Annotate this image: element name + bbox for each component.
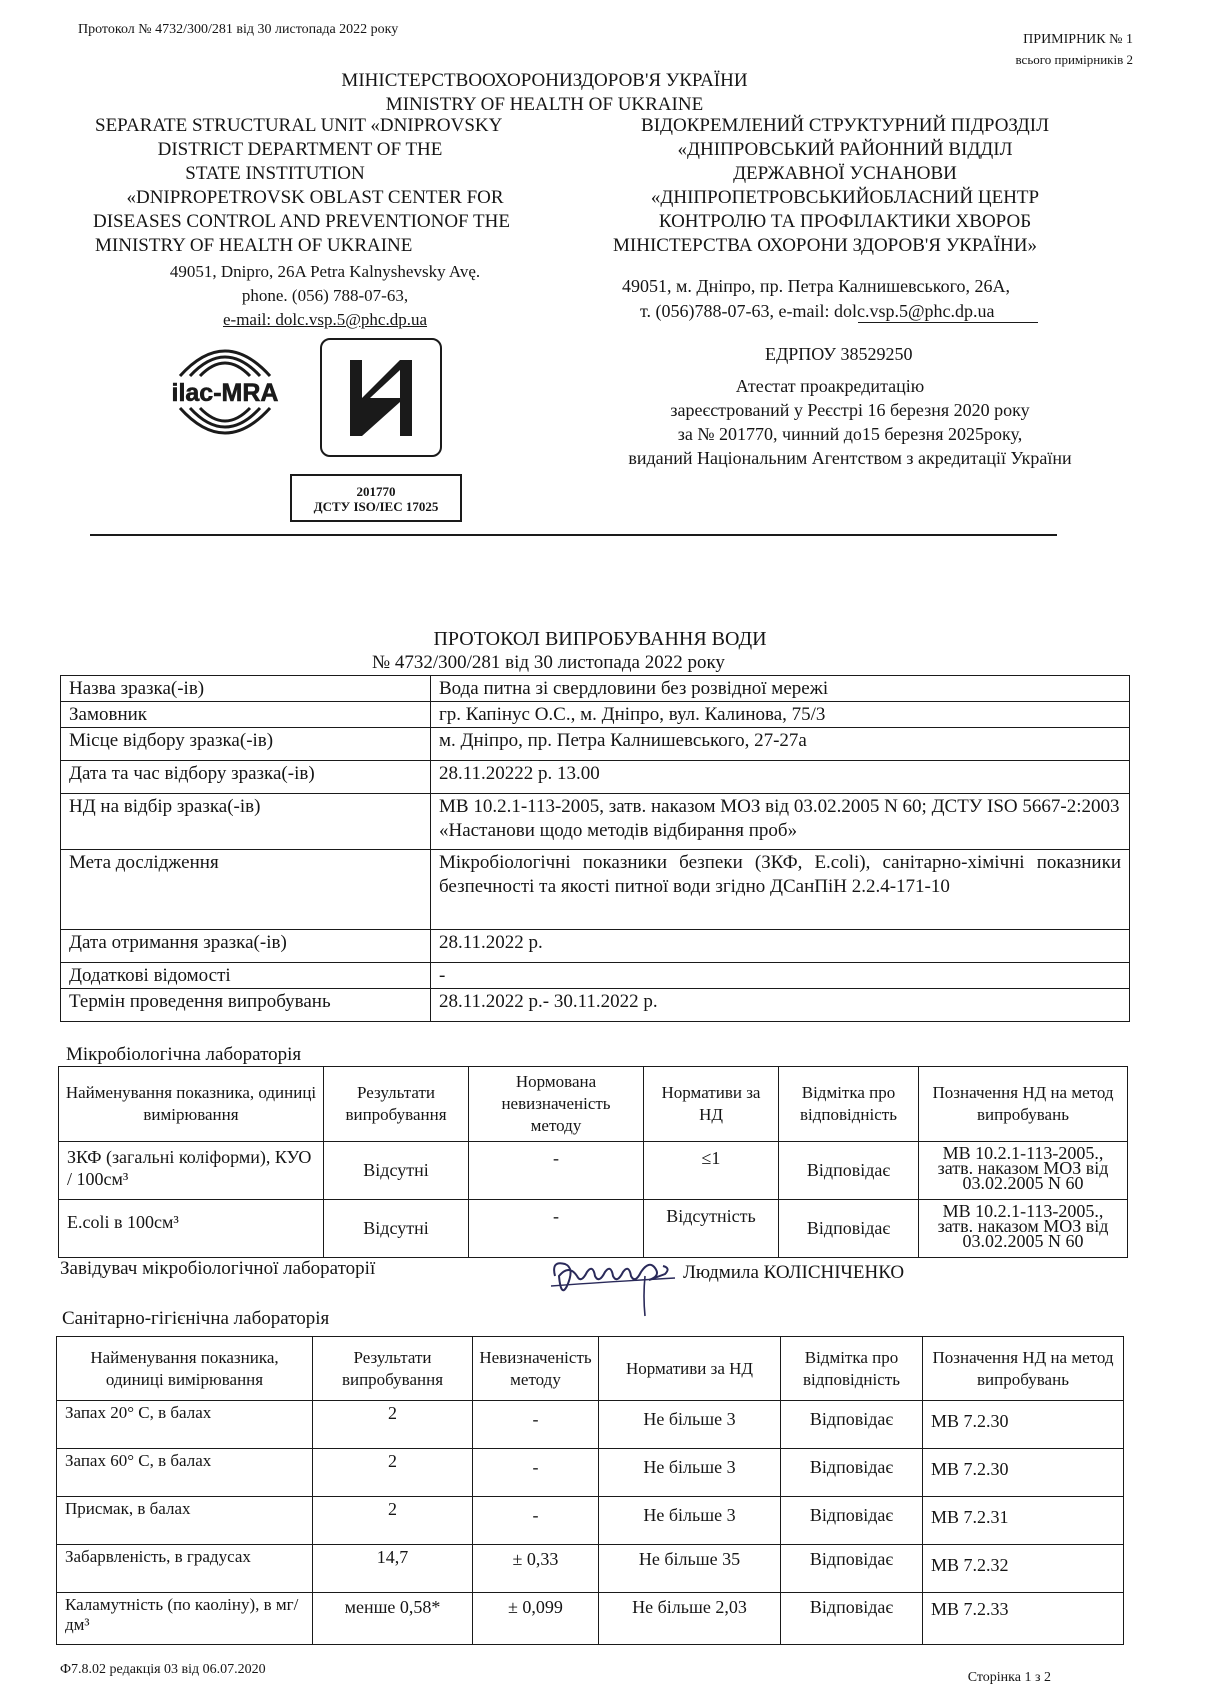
info-value: Вода питна зі свердловини без розвідної мережі bbox=[431, 676, 1130, 702]
method-cell: МВ 10.2.1-113-2005., затв. наказом МОЗ від 03.02.2005 N 60 bbox=[919, 1142, 1128, 1200]
form-edition: Ф7.8.02 редакція 03 від 06.07.2020 bbox=[60, 1662, 266, 1677]
institution-ua-line: «ДНІПРОВСЬКИЙ РАЙОННИЙ ВІДДІЛ bbox=[677, 139, 1013, 160]
info-value: - bbox=[431, 963, 1130, 989]
uncertainty-cell: - bbox=[473, 1497, 599, 1545]
table-row bbox=[61, 728, 1130, 761]
attestat-line: зареєстрований у Реєстрі 16 березня 2020 року bbox=[670, 400, 1030, 420]
info-value: 28.11.20222 р. 13.00 bbox=[431, 761, 1130, 794]
institution-ua-line: ВІДОКРЕМЛЕНИЙ СТРУКТУРНИЙ ПІДРОЗДІЛ bbox=[641, 115, 1049, 136]
table-row bbox=[61, 794, 1130, 850]
micro-lab-head-name: Людмила КОЛІСНІЧЕНКО bbox=[683, 1262, 905, 1283]
institution-ua-line: ДЕРЖАВНОЇ УСНАНОВИ bbox=[733, 163, 957, 184]
edrpou-code: ЕДРПОУ 38529250 bbox=[765, 344, 913, 364]
accreditation-badge bbox=[290, 474, 462, 522]
column-header: Відмітка про відповідність bbox=[781, 1337, 923, 1401]
info-label: Дата отримання зразка(-ів) bbox=[61, 930, 431, 963]
attestat-line: виданий Національним Агентством з акредитації України bbox=[628, 448, 1072, 468]
compliance-cell: Відповідає bbox=[781, 1401, 923, 1449]
info-label: Замовник bbox=[61, 702, 431, 728]
table-row bbox=[61, 963, 1130, 989]
column-header: Найменування показника, одиниці вимірювання bbox=[57, 1337, 313, 1401]
ministry-ua: МІНІСТЕРСТВООХОРОНИЗДОРОВ'Я УКРАЇНИ bbox=[341, 70, 748, 91]
column-header: Відмітка про відповідність bbox=[779, 1067, 919, 1142]
column-header: Нормативи за НД bbox=[644, 1067, 779, 1142]
institution-ua-line: «ДНІПРОПЕТРОВСЬКИЙОБЛАСНИЙ ЦЕНТР bbox=[650, 187, 1040, 208]
table-row bbox=[57, 1593, 1124, 1645]
info-label: Місце відбору зразка(-ів) bbox=[61, 728, 431, 761]
result-cell: 14,7 bbox=[313, 1545, 473, 1593]
norm-cell: Не більше 3 bbox=[599, 1449, 781, 1497]
method-cell: МВ 7.2.33 bbox=[923, 1593, 1124, 1645]
document-number: № 4732/300/281 від 30 листопада 2022 року bbox=[372, 652, 725, 673]
compliance-cell: Відповідає bbox=[781, 1545, 923, 1593]
ministry-en: MINISTRY OF HEALTH OF UKRAINE bbox=[385, 94, 704, 115]
uncertainty-cell: - bbox=[469, 1200, 644, 1258]
institution-en-line: STATE INSTITUTION bbox=[185, 163, 365, 184]
info-value: гр. Капінус О.С., м. Дніпро, вул. Калинова, 75/3 bbox=[431, 702, 1130, 728]
method-cell: МВ 7.2.31 bbox=[923, 1497, 1124, 1545]
sanitary-lab-title: Санітарно-гігієнічна лабораторія bbox=[62, 1308, 330, 1329]
column-header: Результати випробування bbox=[313, 1337, 473, 1401]
method-cell: МВ 7.2.30 bbox=[923, 1401, 1124, 1449]
indicator-name: E.coli в 100см³ bbox=[59, 1200, 324, 1258]
sanitary-lab-table bbox=[56, 1336, 1124, 1645]
institution-en-address: 49051, Dnipro, 26A Petra Kalnyshevsky Avę. bbox=[169, 262, 481, 281]
table-row bbox=[57, 1449, 1124, 1497]
info-value: 28.11.2022 р. bbox=[431, 930, 1130, 963]
result-cell: 2 bbox=[313, 1401, 473, 1449]
uncertainty-cell: ± 0,33 bbox=[473, 1545, 599, 1593]
column-header: Позначення НД на метод випробувань bbox=[923, 1337, 1124, 1401]
table-row bbox=[61, 676, 1130, 702]
micro-lab-table bbox=[58, 1066, 1128, 1258]
result-cell: менше 0,58* bbox=[313, 1593, 473, 1645]
indicator-name: Запах 20° С, в балах bbox=[57, 1401, 313, 1449]
info-value: м. Дніпро, пр. Петра Калнишевського, 27-27а bbox=[431, 728, 1130, 761]
email-underline bbox=[858, 322, 1038, 323]
accreditation-number: 201770 bbox=[356, 484, 396, 499]
norm-cell: Не більше 2,03 bbox=[599, 1593, 781, 1645]
info-value: 28.11.2022 р.- 30.11.2022 р. bbox=[431, 989, 1130, 1022]
sample-info-table bbox=[60, 675, 1130, 1022]
norm-cell: Відсутність bbox=[644, 1200, 779, 1258]
compliance-cell: Відповідає bbox=[781, 1593, 923, 1645]
info-label: Назва зразка(-ів) bbox=[61, 676, 431, 702]
institution-en-line: DISEASES CONTROL AND PREVENTIONOF THE bbox=[93, 211, 510, 232]
institution-ua-line: КОНТРОЛЮ ТА ПРОФІЛАКТИКИ ХВОРОБ bbox=[658, 211, 1032, 232]
institution-ua-address: 49051, м. Дніпро, пр. Петра Калнишевського, 26А, bbox=[622, 276, 1011, 296]
table-row bbox=[57, 1497, 1124, 1545]
institution-ua-phone-email: т. (056)788-07-63, e-mail: dolc.vsp.5@phc.dp.ua bbox=[640, 301, 995, 321]
institution-en-email: e-mail: dolc.vsp.5@phc.dp.ua bbox=[222, 310, 428, 329]
info-label: Дата та час відбору зразка(-ів) bbox=[61, 761, 431, 794]
micro-lab-title: Мікробіологічна лабораторія bbox=[66, 1044, 302, 1065]
column-header: Нормативи за НД bbox=[599, 1337, 781, 1401]
compliance-cell: Відповідає bbox=[781, 1449, 923, 1497]
column-header: Невизначеність методу bbox=[473, 1337, 599, 1401]
info-label: Мета дослідження bbox=[61, 850, 431, 930]
indicator-name: ЗКФ (загальні коліформи), КУО / 100см³ bbox=[59, 1142, 324, 1200]
institution-en-line: «DNIPROPETROVSK OBLAST CENTER FOR bbox=[126, 187, 504, 208]
indicator-name: Забарвленість, в градусах bbox=[57, 1545, 313, 1593]
ilac-mra-logo bbox=[160, 328, 290, 456]
table-row bbox=[57, 1545, 1124, 1593]
compliance-cell: Відповідає bbox=[779, 1200, 919, 1258]
indicator-name: Присмак, в балах bbox=[57, 1497, 313, 1545]
table-row bbox=[57, 1401, 1124, 1449]
uncertainty-cell: - bbox=[473, 1449, 599, 1497]
ilac-logo-text: ilac-MRA bbox=[171, 379, 279, 407]
attestat-line: за № 201770, чинний до15 березня 2025року, bbox=[677, 424, 1023, 444]
norm-cell: ≤1 bbox=[644, 1142, 779, 1200]
table-row bbox=[61, 761, 1130, 794]
institution-en-phone: phone. (056) 788-07-63, bbox=[241, 286, 409, 305]
column-header: Нормована невизначеність методу bbox=[469, 1067, 644, 1142]
info-value: Мікробіологічні показники безпеки (ЗКФ, E.coli), санітарно-хімічні показники безпечності та якості питної води згідно ДСанПіН 2.2.4-171-10 bbox=[431, 850, 1130, 930]
table-row bbox=[59, 1142, 1128, 1200]
uncertainty-cell: - bbox=[473, 1401, 599, 1449]
norm-cell: Не більше 35 bbox=[599, 1545, 781, 1593]
info-label: Термін проведення випробувань bbox=[61, 989, 431, 1022]
table-row bbox=[61, 850, 1130, 930]
result-cell: Відсутні bbox=[324, 1200, 469, 1258]
copy-number: ПРИМІРНИК № 1 bbox=[1023, 32, 1133, 47]
institution-en-block bbox=[95, 114, 555, 332]
result-cell: Відсутні bbox=[324, 1142, 469, 1200]
micro-lab-head-label: Завідувач мікробіологічної лабораторії bbox=[60, 1258, 376, 1279]
uncertainty-cell: - bbox=[469, 1142, 644, 1200]
table-header-row bbox=[57, 1337, 1124, 1401]
nau-logo-icon bbox=[322, 340, 440, 455]
info-label: Додаткові відомості bbox=[61, 963, 431, 989]
compliance-cell: Відповідає bbox=[779, 1142, 919, 1200]
signature bbox=[545, 1246, 680, 1326]
accreditation-standard: ДСТУ ISO/IEC 17025 bbox=[313, 499, 439, 514]
table-header-row bbox=[59, 1067, 1128, 1142]
institution-en-line: DISTRICT DEPARTMENT OF THE bbox=[157, 139, 443, 160]
method-cell: МВ 7.2.30 bbox=[923, 1449, 1124, 1497]
indicator-name: Каламутність (по каоліну), в мг/дм³ bbox=[57, 1593, 313, 1645]
method-cell: МВ 7.2.32 bbox=[923, 1545, 1124, 1593]
accreditation-mark bbox=[320, 338, 442, 457]
institution-ua-block bbox=[600, 114, 1090, 258]
copies-total: всього примірників 2 bbox=[1015, 52, 1133, 67]
table-row bbox=[61, 930, 1130, 963]
result-cell: 2 bbox=[313, 1449, 473, 1497]
indicator-name: Запах 60° С, в балах bbox=[57, 1449, 313, 1497]
accreditation-certificate bbox=[590, 374, 1110, 470]
header-divider bbox=[90, 534, 1057, 536]
institution-ua-line: МІНІСТЕРСТВА ОХОРОНИ ЗДОРОВ'Я УКРАЇНИ» bbox=[613, 235, 1037, 256]
attestat-line: Атестат проакредитацію bbox=[735, 376, 925, 396]
method-cell: МВ 10.2.1-113-2005., затв. наказом МОЗ від 03.02.2005 N 60 bbox=[919, 1200, 1128, 1258]
norm-cell: Не більше 3 bbox=[599, 1497, 781, 1545]
column-header: Позначення НД на метод випробувань bbox=[919, 1067, 1128, 1142]
document-title: ПРОТОКОЛ ВИПРОБУВАННЯ ВОДИ bbox=[433, 628, 767, 650]
compliance-cell: Відповідає bbox=[781, 1497, 923, 1545]
protocol-reference: Протокол № 4732/300/281 від 30 листопада 2022 року bbox=[78, 22, 399, 37]
institution-en-line: SEPARATE STRUCTURAL UNIT «DNIPROVSKY bbox=[95, 115, 503, 136]
uncertainty-cell: ± 0,099 bbox=[473, 1593, 599, 1645]
result-cell: 2 bbox=[313, 1497, 473, 1545]
info-label: НД на відбір зразка(-ів) bbox=[61, 794, 431, 850]
table-row bbox=[61, 702, 1130, 728]
info-value: МВ 10.2.1-113-2005, затв. наказом МОЗ від 03.02.2005 N 60; ДСТУ ISO 5667-2:2003 «Настанови щодо методів відбирання проб» bbox=[431, 794, 1130, 850]
institution-en-line: MINISTRY OF HEALTH OF UKRAINE bbox=[95, 235, 413, 256]
page-number: Сторінка 1 з 2 bbox=[967, 1670, 1051, 1685]
column-header: Результати випробування bbox=[324, 1067, 469, 1142]
table-row bbox=[61, 989, 1130, 1022]
column-header: Найменування показника, одиниці вимірювання bbox=[59, 1067, 324, 1142]
norm-cell: Не більше 3 bbox=[599, 1401, 781, 1449]
